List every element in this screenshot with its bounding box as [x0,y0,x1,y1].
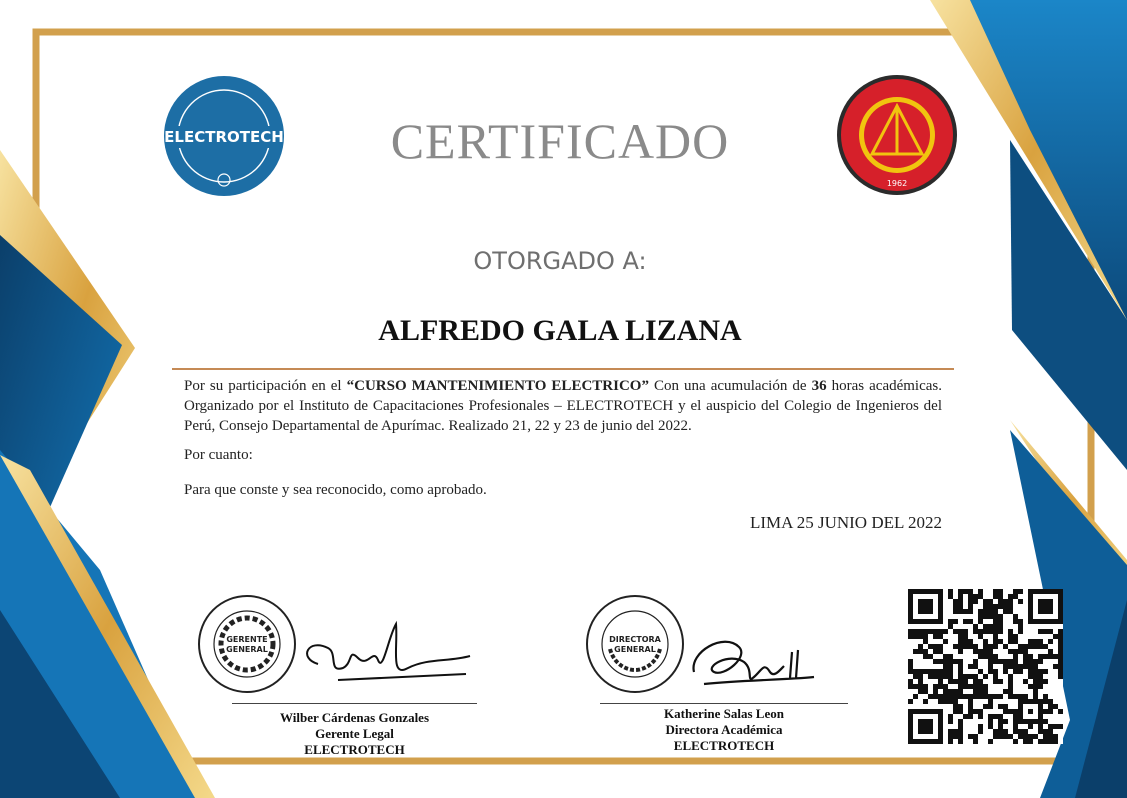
certificate-body [184,376,942,436]
svg-text:1962: 1962 [886,179,908,188]
awarded-label: OTORGADO A: [473,247,647,275]
signer-2-name: Katherine Salas Leon [664,706,784,721]
conste-text: Para que conste y sea reconocido, como aprobado. [184,482,487,498]
gerente-seal-stamp [196,594,298,694]
issue-date: LIMA 25 JUNIO DEL 2022 [749,513,942,532]
por-cuanto-text: Por cuanto: [184,447,253,463]
certificate-title: CERTIFICADO [390,113,730,169]
directora-seal-stamp [584,594,686,694]
signature-line-2 [600,703,848,704]
name-underline [172,368,954,370]
signer-2-org: ELECTROTECH [673,738,775,753]
body-intro: Por su participación en el [184,378,347,394]
signature-line-1 [232,703,477,704]
recipient-name: ALFREDO GALA LIZANA [378,314,742,347]
svg-text:ELECTROTECH: ELECTROTECH [164,128,284,146]
signer-1-name: Wilber Cárdenas Gonzales [279,710,430,725]
electrotech-logo [160,74,288,198]
svg-text:GERENTE: GERENTE [226,635,268,644]
cip-seal-logo [836,74,958,196]
participation-paragraph [184,376,942,436]
signer-2-block [600,706,848,754]
svg-text:GENERAL: GENERAL [226,645,268,654]
svg-text:GENERAL: GENERAL [614,645,656,654]
qr-code[interactable] [908,589,1063,744]
signer-1-role: Gerente Legal [315,726,394,741]
body-rest: horas académicas. Organizado por el Instituto de Capacitaciones Profesionales – ELECTROTECH y el auspicio del Colegio de Ingenieros del Perú, Consejo Departamental de Apurímac. Realizado 21, 22 y 23 de junio del 2022. [184,378,942,434]
signer-1-org: ELECTROTECH [304,742,405,757]
svg-text:DIRECTORA: DIRECTORA [609,635,661,644]
course-hours: 36 [811,378,827,394]
course-name: “CURSO MANTENIMIENTO ELECTRICO” [346,378,649,394]
signer-1-block [232,710,477,758]
body-mid: Con una acumulación de [648,378,812,394]
signer-2-role: Directora Académica [665,722,783,737]
signature-katherine [684,622,824,692]
signature-wilber [298,618,478,692]
